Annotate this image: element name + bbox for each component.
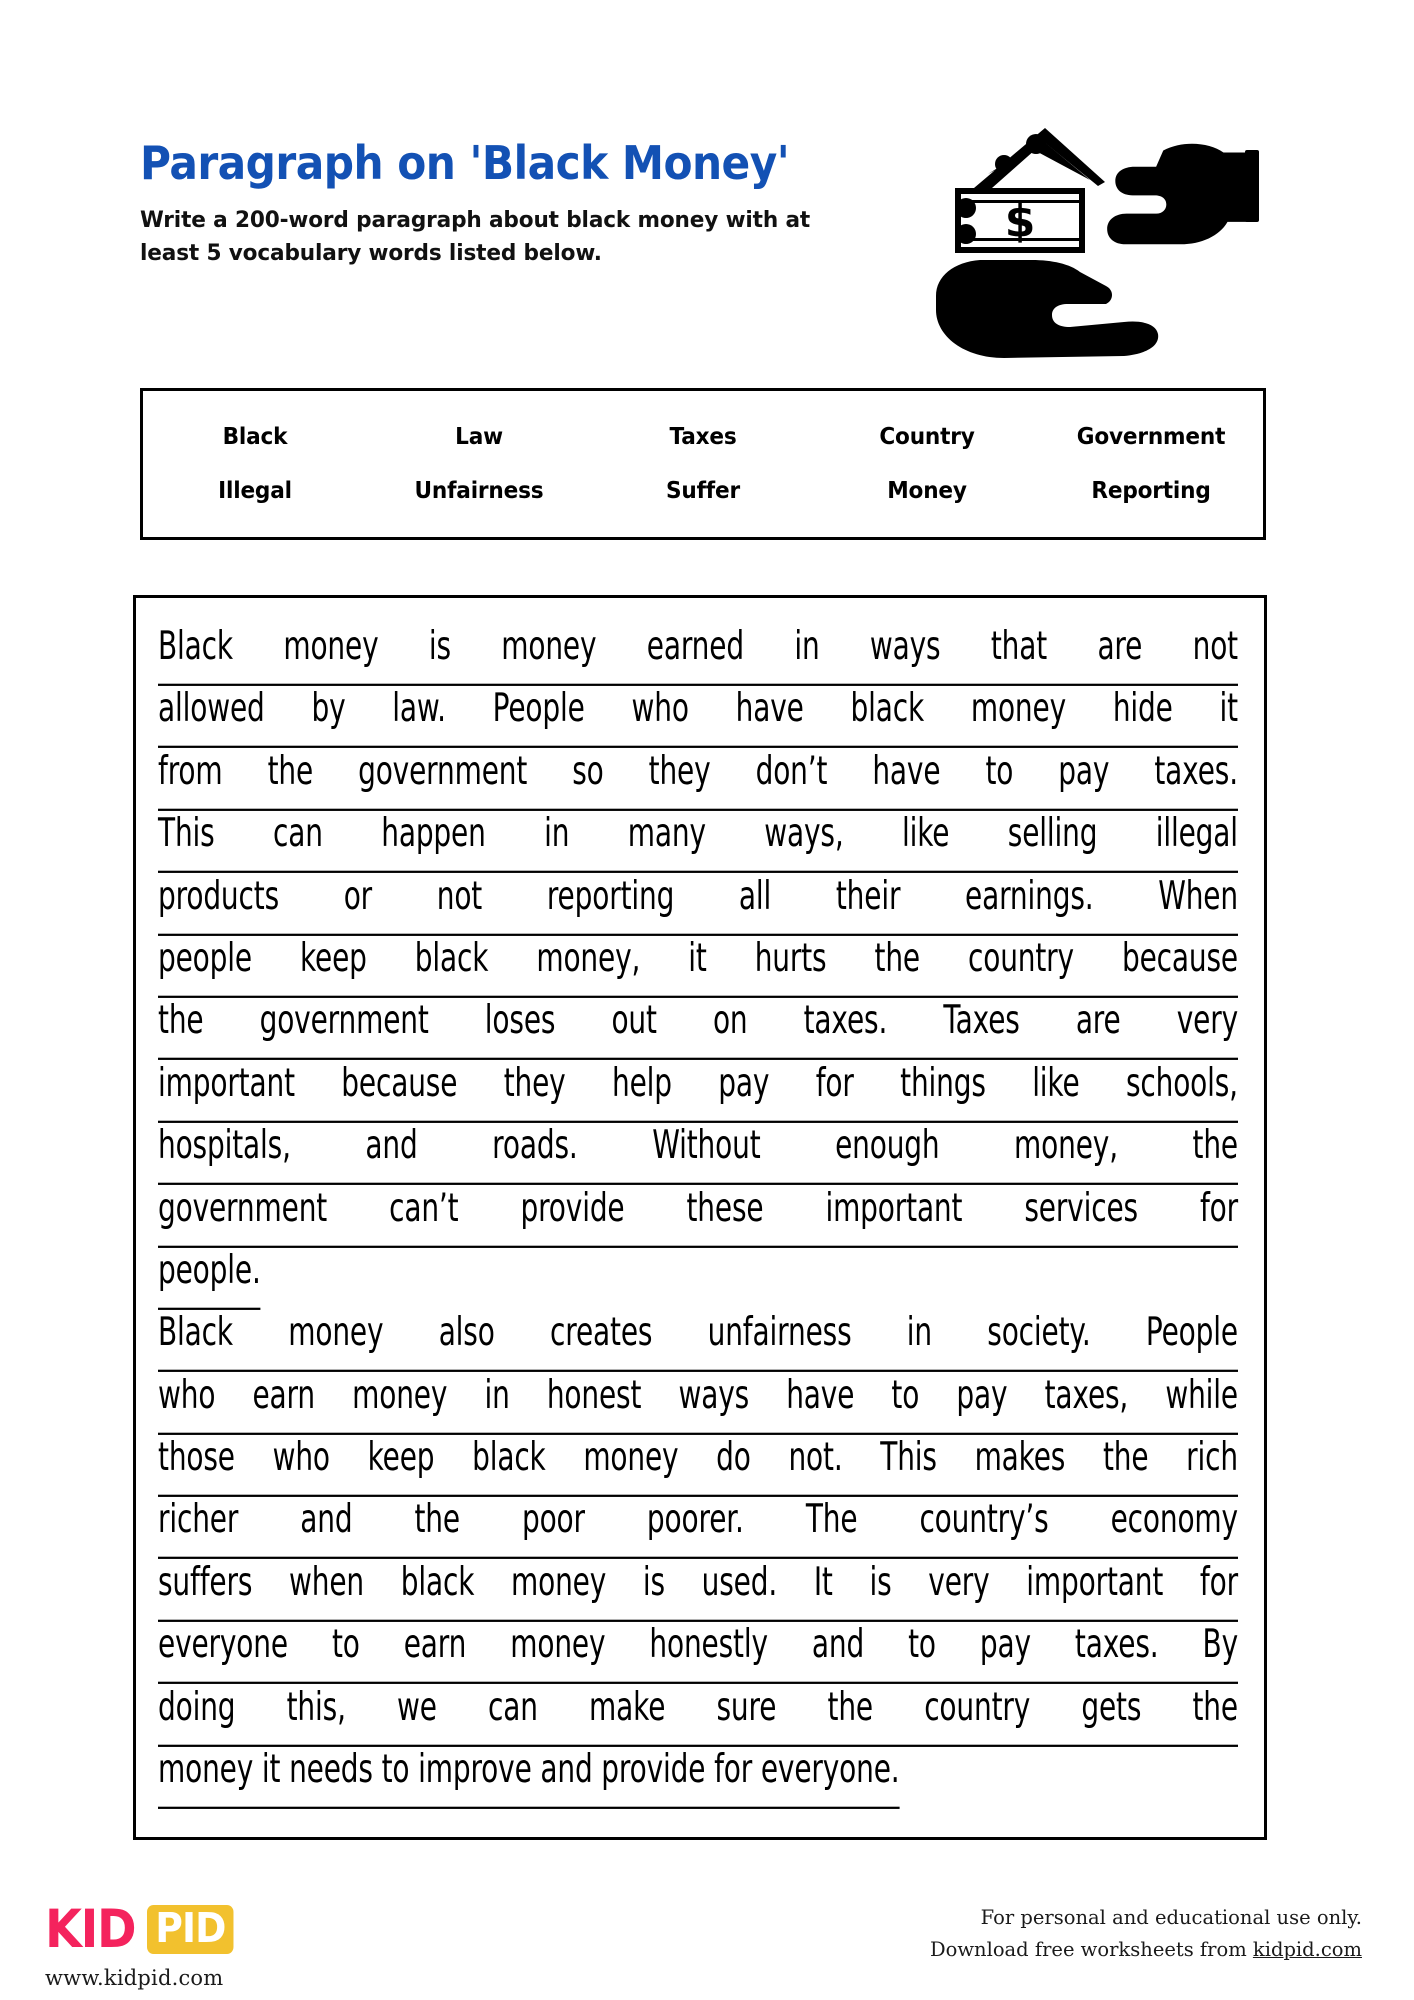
response-word: creates xyxy=(550,1310,653,1356)
response-line xyxy=(158,1739,1242,1801)
response-word: by xyxy=(311,686,346,732)
instruction-text xyxy=(140,204,898,270)
response-word: rich xyxy=(1186,1435,1238,1481)
legal-line-1: For personal and educational use only. xyxy=(980,1906,1362,1929)
vocabulary-row-1 xyxy=(143,424,1263,450)
response-word: people xyxy=(158,936,252,982)
response-word: pay xyxy=(718,1061,770,1106)
response-word: important xyxy=(1026,1560,1164,1605)
response-word: pay xyxy=(979,1622,1031,1668)
legal-line-2 xyxy=(930,1934,1362,1966)
response-word: country xyxy=(967,936,1074,982)
response-word: also xyxy=(438,1310,495,1356)
svg-text:$: $ xyxy=(1004,196,1036,247)
response-word: money, xyxy=(536,936,641,982)
response-word: these xyxy=(686,1185,764,1231)
response-word: earn xyxy=(403,1622,467,1668)
response-line xyxy=(158,1302,1242,1364)
response-word: reporting xyxy=(546,873,675,919)
response-word: black xyxy=(414,936,489,982)
response-word: People xyxy=(492,686,585,732)
response-word: the xyxy=(267,749,314,794)
page-footer xyxy=(0,1880,1414,2000)
response-word: who xyxy=(158,1373,216,1418)
response-word: richer xyxy=(158,1497,239,1543)
response-word: the xyxy=(827,1684,873,1730)
response-word: pay xyxy=(956,1373,1008,1418)
response-word: allowed xyxy=(158,686,265,732)
response-word: their xyxy=(835,873,901,919)
response-word: pay xyxy=(1058,749,1110,794)
response-word: everyone xyxy=(158,1622,288,1668)
response-word: illegal xyxy=(1155,811,1238,857)
handwriting-response-area[interactable] xyxy=(133,595,1267,1840)
vocab-word-illegal: Illegal xyxy=(218,478,292,504)
response-word: taxes. xyxy=(1154,749,1238,794)
response-word: used. xyxy=(701,1560,778,1605)
response-word: the xyxy=(1192,1684,1238,1730)
response-word: to xyxy=(891,1373,920,1418)
response-line-text: people. xyxy=(158,1236,261,1310)
response-word: government xyxy=(358,749,528,794)
response-line xyxy=(158,1053,1242,1115)
response-word: keep xyxy=(299,936,367,982)
response-word: who xyxy=(631,686,689,732)
response-word: hurts xyxy=(754,936,827,982)
response-word: hospitals, xyxy=(158,1123,291,1169)
response-word: honestly xyxy=(649,1622,768,1668)
response-word: black xyxy=(850,686,925,732)
response-word: the xyxy=(414,1497,460,1543)
response-word: this, xyxy=(286,1684,346,1730)
response-word: the xyxy=(1192,1123,1238,1169)
response-word: to xyxy=(331,1622,360,1668)
kidpid-logo[interactable] xyxy=(45,1898,375,1990)
response-line xyxy=(158,990,1242,1052)
response-word: like xyxy=(1032,1061,1080,1106)
response-word: doing xyxy=(158,1684,236,1730)
response-line xyxy=(158,741,1242,803)
response-word: and xyxy=(811,1622,865,1668)
response-word: By xyxy=(1202,1622,1238,1668)
response-word: law. xyxy=(392,686,446,732)
response-line xyxy=(158,1677,1242,1739)
response-word: money xyxy=(288,1310,384,1356)
response-word: Taxes xyxy=(943,998,1020,1044)
response-word: for xyxy=(1199,1185,1238,1231)
response-word: help xyxy=(611,1061,672,1106)
response-word: all xyxy=(738,873,772,919)
response-word: When xyxy=(1158,873,1238,919)
response-line xyxy=(158,1427,1242,1489)
response-word: ways, xyxy=(764,811,844,857)
response-word: the xyxy=(874,936,920,982)
response-word: schools, xyxy=(1125,1061,1238,1106)
response-word: and xyxy=(300,1497,353,1543)
legal-notice xyxy=(930,1902,1362,1965)
response-word: in xyxy=(906,1310,932,1356)
vocab-word-law: Law xyxy=(455,424,503,450)
kidpid-link[interactable]: kidpid.com xyxy=(1252,1937,1362,1961)
vocab-word-reporting: Reporting xyxy=(1091,478,1211,504)
response-word: unfairness xyxy=(707,1310,852,1356)
response-word: things xyxy=(900,1061,986,1106)
response-line xyxy=(158,1365,1242,1427)
vocabulary-row-2 xyxy=(143,478,1263,504)
response-word: is xyxy=(869,1560,892,1605)
response-word: People xyxy=(1145,1310,1238,1356)
response-word: money xyxy=(283,624,379,670)
response-line xyxy=(158,1178,1242,1240)
vocab-word-unfairness: Unfairness xyxy=(414,478,544,504)
response-word: in xyxy=(544,811,570,857)
response-word: on xyxy=(712,998,748,1044)
response-word: important xyxy=(158,1061,295,1106)
response-word: to xyxy=(908,1622,936,1668)
response-word: earnings. xyxy=(965,873,1094,919)
response-word: black xyxy=(472,1435,546,1481)
response-line xyxy=(158,866,1242,928)
response-word: money xyxy=(970,686,1066,732)
response-line-text: money it needs to improve and provide for everyone. xyxy=(158,1735,900,1809)
response-word: can xyxy=(273,811,323,857)
response-word: happen xyxy=(381,811,486,857)
response-word: for xyxy=(815,1061,854,1106)
response-word: selling xyxy=(1007,811,1098,857)
instruction-line-1: Write a 200-word paragraph about black money with at xyxy=(140,207,811,233)
response-word: country xyxy=(924,1684,1031,1730)
response-line xyxy=(158,616,1242,678)
response-word: can xyxy=(488,1684,538,1730)
response-word: very xyxy=(928,1560,990,1605)
response-word: so xyxy=(572,749,604,794)
response-line-text xyxy=(158,1174,1238,1248)
response-word: suffers xyxy=(158,1560,253,1605)
response-word: money xyxy=(510,1560,607,1605)
response-word: economy xyxy=(1110,1497,1238,1543)
response-word: it xyxy=(688,936,707,982)
response-word: money xyxy=(501,624,597,670)
response-word: are xyxy=(1075,998,1121,1044)
response-word: This xyxy=(880,1435,937,1481)
response-word: while xyxy=(1165,1373,1238,1418)
response-word: This xyxy=(158,811,215,857)
instruction-line-2: least 5 vocabulary words listed below. xyxy=(140,240,602,267)
logo-text-pid: PID xyxy=(147,1905,234,1954)
response-word: is xyxy=(642,1560,665,1605)
response-word: poor xyxy=(521,1497,585,1543)
response-word: for xyxy=(1199,1560,1238,1605)
response-word: not. xyxy=(788,1435,843,1481)
response-line xyxy=(158,1115,1242,1177)
response-word: can’t xyxy=(389,1185,459,1231)
response-word: earned xyxy=(646,624,744,670)
response-word: taxes. xyxy=(1074,1622,1159,1668)
response-word: in xyxy=(794,624,820,670)
vocabulary-word-bank xyxy=(140,388,1266,540)
response-word: out xyxy=(611,998,657,1044)
response-word: Black xyxy=(158,624,233,670)
response-word: enough xyxy=(835,1123,940,1169)
response-word: because xyxy=(341,1061,458,1106)
response-word: the xyxy=(1102,1435,1149,1481)
response-word: important xyxy=(825,1185,963,1231)
response-word: money xyxy=(583,1435,679,1481)
response-word: sure xyxy=(716,1684,777,1730)
response-word: ways xyxy=(869,624,941,670)
response-word: Black xyxy=(158,1310,233,1356)
response-word: keep xyxy=(367,1435,435,1481)
response-word: poorer. xyxy=(646,1497,744,1543)
response-word: have xyxy=(786,1373,855,1418)
response-word: is xyxy=(428,624,451,670)
response-word: money, xyxy=(1014,1123,1118,1169)
response-word: those xyxy=(158,1435,235,1481)
response-word: very xyxy=(1176,998,1238,1044)
response-word: gets xyxy=(1081,1684,1142,1730)
response-line xyxy=(158,803,1242,865)
response-line xyxy=(158,1489,1242,1551)
response-word: black xyxy=(400,1560,475,1605)
response-word: to xyxy=(985,749,1014,794)
response-word: when xyxy=(289,1560,364,1605)
response-word: society. xyxy=(987,1310,1091,1356)
vocab-word-taxes: Taxes xyxy=(669,424,737,450)
response-word: makes xyxy=(974,1435,1066,1481)
response-word: hide xyxy=(1112,686,1173,732)
response-word: from xyxy=(158,749,223,794)
response-word: Without xyxy=(652,1123,761,1169)
response-word: loses xyxy=(484,998,556,1044)
response-word: taxes, xyxy=(1044,1373,1129,1418)
response-word: that xyxy=(990,624,1048,670)
response-word: government xyxy=(259,998,429,1044)
vocab-word-country: Country xyxy=(879,424,975,450)
response-line xyxy=(158,928,1242,990)
response-word: taxes. xyxy=(803,998,888,1044)
vocab-word-money: Money xyxy=(887,478,967,504)
response-line xyxy=(158,678,1242,740)
response-word: in xyxy=(484,1373,510,1418)
response-word: have xyxy=(735,686,804,732)
response-word: roads. xyxy=(492,1123,578,1169)
response-word: It xyxy=(813,1560,833,1605)
page-title: Paragraph on 'Black Money' xyxy=(140,136,790,190)
response-word: it xyxy=(1219,686,1238,732)
response-line xyxy=(158,1240,1242,1302)
response-word: services xyxy=(1024,1185,1138,1231)
response-word: they xyxy=(503,1061,566,1106)
response-word: who xyxy=(272,1435,330,1481)
logo-mark xyxy=(45,1898,375,1960)
response-word: don’t xyxy=(755,749,828,794)
response-word: or xyxy=(343,873,373,919)
vocab-word-government: Government xyxy=(1076,424,1226,450)
response-word: ways xyxy=(678,1373,750,1418)
response-word: like xyxy=(902,811,950,857)
response-word: have xyxy=(872,749,941,794)
response-word: money xyxy=(352,1373,448,1418)
response-word: do xyxy=(716,1435,751,1481)
response-word: country’s xyxy=(919,1497,1049,1543)
response-word: are xyxy=(1097,624,1143,670)
response-word: because xyxy=(1121,936,1238,982)
vocab-word-black: Black xyxy=(222,424,288,450)
vocab-word-suffer: Suffer xyxy=(666,478,740,504)
response-word: they xyxy=(648,749,711,794)
response-word: products xyxy=(158,873,280,919)
response-word: money xyxy=(510,1622,606,1668)
response-word: honest xyxy=(546,1373,642,1418)
response-word: The xyxy=(805,1497,858,1543)
response-word: we xyxy=(397,1684,437,1730)
response-line xyxy=(158,1552,1242,1614)
response-word: and xyxy=(365,1123,418,1169)
response-word: the xyxy=(158,998,204,1044)
response-line xyxy=(158,1614,1242,1676)
hands-exchanging-money-icon xyxy=(930,120,1270,370)
response-word: government xyxy=(158,1185,328,1231)
response-word: make xyxy=(589,1684,666,1730)
response-word: not xyxy=(1192,624,1238,670)
logo-text-kid: KID xyxy=(45,1898,136,1960)
response-word: not xyxy=(436,873,483,919)
response-word: many xyxy=(627,811,706,857)
response-word: earn xyxy=(252,1373,315,1418)
legal-line-2-prefix: Download free worksheets from xyxy=(929,1937,1253,1961)
response-word: provide xyxy=(520,1185,625,1231)
website-url[interactable]: www.kidpid.com xyxy=(45,1966,224,1990)
